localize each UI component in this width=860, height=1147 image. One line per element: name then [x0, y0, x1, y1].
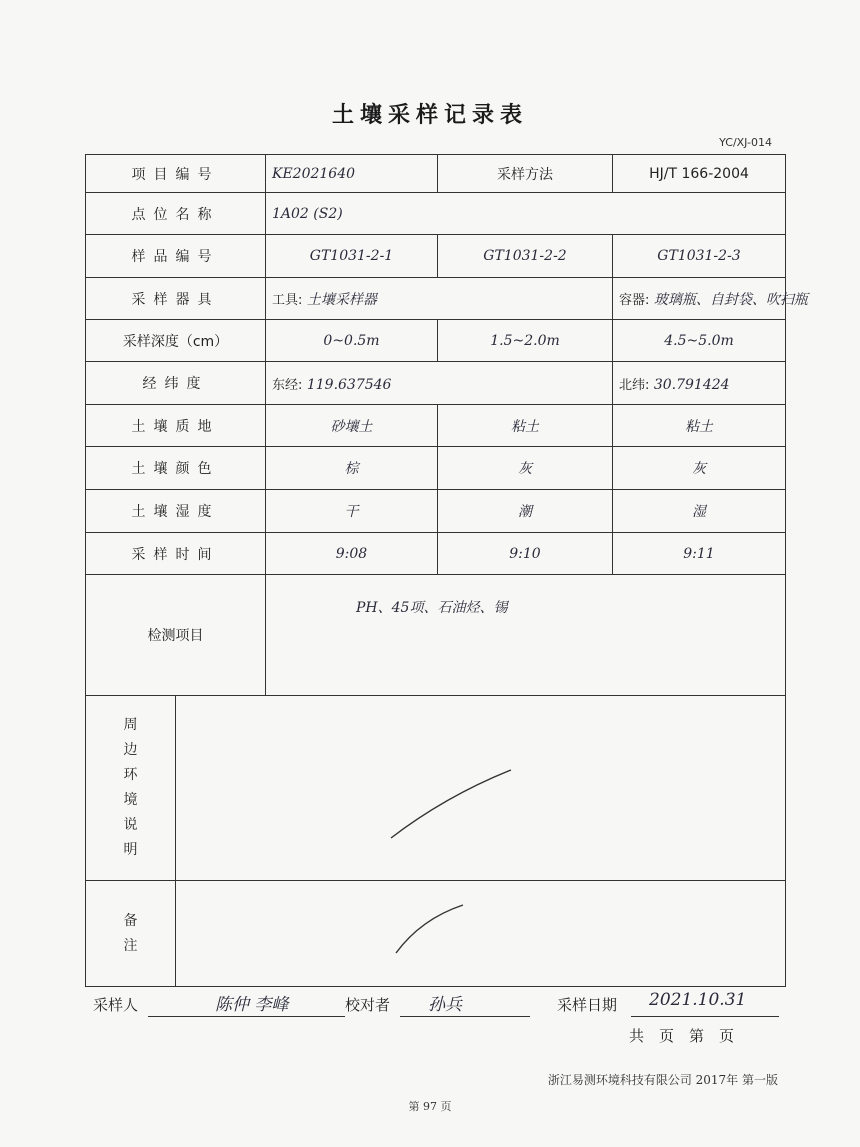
value-remarks: [176, 881, 786, 987]
row-color: [86, 447, 786, 490]
form-title: 土壤采样记录表: [331, 103, 528, 128]
row-coords: [86, 362, 786, 405]
row-point-name: [86, 193, 786, 235]
value-color-3: 灰: [613, 447, 786, 490]
row-surroundings: [86, 696, 786, 881]
tool-value: 土壤采样器: [306, 291, 377, 308]
surroundings-label-char: 说: [123, 817, 138, 833]
tool-prefix: 工具:: [272, 292, 303, 308]
east-prefix: 东经:: [272, 377, 303, 393]
remarks-label-char: 注: [123, 937, 138, 954]
label-color: 土壤颜色: [86, 447, 266, 490]
label-tests: 检测项目: [86, 575, 266, 696]
value-north: [613, 362, 786, 405]
label-coords: 经纬度: [86, 362, 266, 405]
value-sample-no-3: GT1031-2-3: [613, 235, 786, 278]
value-moisture-3: 湿: [613, 490, 786, 533]
value-texture-1: 砂壤土: [266, 405, 438, 447]
value-color-1: 棕: [266, 447, 438, 490]
void-stroke-surroundings: [386, 766, 516, 846]
company-line: 浙江易测环境科技有限公司 2017年 第一版: [547, 1073, 778, 1087]
value-point-name: 1A02 (S2): [266, 193, 786, 235]
value-surroundings: [176, 696, 786, 881]
value-moisture-1: 干: [266, 490, 438, 533]
value-time-2: 9:10: [438, 533, 613, 575]
value-depth-1: 0~0.5m: [266, 320, 438, 362]
label-project-no: 项目编号: [86, 155, 266, 193]
checker-underline: [400, 990, 530, 1017]
surroundings-label-char: 环: [123, 767, 138, 783]
row-tests: [86, 575, 786, 696]
signature-row: [93, 990, 793, 1020]
label-equipment: 采样器具: [86, 278, 266, 320]
label-texture: 土壤质地: [86, 405, 266, 447]
row-time: [86, 533, 786, 575]
label-sample-no: 样品编号: [86, 235, 266, 278]
surroundings-label-char: 明: [123, 842, 138, 858]
sampler-label: 采样人: [93, 996, 139, 1014]
value-time-3: 9:11: [613, 533, 786, 575]
value-tests: PH、45项、石油烃、锡: [266, 575, 786, 696]
checker-label: 校对者: [345, 996, 391, 1014]
value-method: HJ/T 166-2004: [613, 155, 786, 193]
value-depth-2: 1.5~2.0m: [438, 320, 613, 362]
page-info: 共页第页: [629, 1027, 750, 1045]
label-method: 采样方法: [438, 155, 613, 193]
page-number: 第 97 页: [408, 1100, 452, 1113]
value-color-2: 灰: [438, 447, 613, 490]
form-code: YC/XJ-014: [719, 136, 772, 149]
row-sample-no: [86, 235, 786, 278]
void-stroke-remarks: [391, 901, 471, 961]
value-sample-no-2: GT1031-2-2: [438, 235, 613, 278]
row-depth: [86, 320, 786, 362]
date-label: 采样日期: [557, 996, 618, 1014]
container-value: 玻璃瓶、自封袋、吹扫瓶: [653, 291, 808, 308]
label-remarks: [86, 881, 176, 987]
surroundings-label-char: 边: [123, 742, 138, 758]
date-value: 2021.10.31: [649, 990, 747, 1010]
north-prefix: 北纬:: [619, 377, 650, 393]
value-sample-no-1: GT1031-2-1: [266, 235, 438, 278]
checker-value: 孙兵: [428, 995, 462, 1015]
surroundings-label: [92, 715, 169, 861]
value-project-no: KE2021640: [266, 155, 438, 193]
label-moisture: 土壤湿度: [86, 490, 266, 533]
value-east: [266, 362, 613, 405]
value-tool: [266, 278, 613, 320]
row-remarks: [86, 881, 786, 987]
row-equipment: [86, 278, 786, 320]
value-depth-3: 4.5~5.0m: [613, 320, 786, 362]
sampler-value: 陈仲 李峰: [215, 995, 289, 1015]
east-value: 119.637546: [306, 376, 392, 393]
surroundings-label-char: 境: [123, 792, 138, 808]
value-time-1: 9:08: [266, 533, 438, 575]
row-project-no: [86, 155, 786, 193]
value-container: [613, 278, 808, 320]
value-moisture-2: 潮: [438, 490, 613, 533]
label-depth: 采样深度（cm）: [86, 320, 266, 362]
remarks-label: [92, 911, 169, 957]
north-value: 30.791424: [653, 376, 730, 393]
remarks-label-char: 备: [123, 912, 138, 929]
label-point-name: 点位名称: [86, 193, 266, 235]
label-time: 采样时间: [86, 533, 266, 575]
row-texture: [86, 405, 786, 447]
surroundings-label-char: 周: [123, 717, 138, 733]
container-prefix: 容器:: [619, 292, 650, 308]
value-texture-3: 粘土: [613, 405, 786, 447]
value-texture-2: 粘土: [438, 405, 613, 447]
label-surroundings: [86, 696, 176, 881]
sampling-record-table: [85, 154, 808, 987]
row-moisture: [86, 490, 786, 533]
